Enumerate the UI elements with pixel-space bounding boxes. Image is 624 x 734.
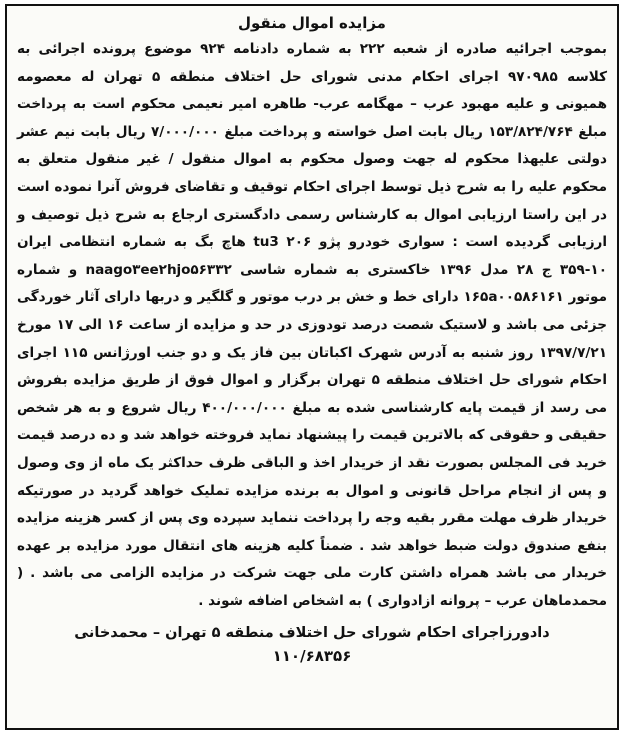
auction-notice: [5, 4, 619, 730]
notice-code: ۱۱۰/۶۸۳۵۶: [272, 647, 352, 666]
notice-body: بموجب اجرائیه صادره از شعبه ۲۲۲ به شماره دادنامه ۹۲۴ موضوع پرونده اجرائی به کلاسه ۹۷۰۹۸۵ اجرای احکام مدنی شورای حل اختلاف منطقه ۵ تهران له معصومه همیونی و علیه مهبود عرب – مهگامه عرب- طاهره امیر نعیمی محکوم است به پرداخت مبلغ ۱۵۳/۸۲۴/۷۶۴ ریال بابت اصل خواسته و پرداخت مبلغ ۷/۰۰۰/۰۰۰ ریال بابت نیم عشر دولتی علیهذا محکوم له جهت وصول محکوم به اموال منقول / غیر منقول متعلق به محکوم علیه را به شرح ذیل توسط اجرای احکام توقیف و تقاضای فروش آنرا نموده است در این راستا ارزیابی اموال به کارشناس رسمی دادگستری ارجاع به شرح ذیل توصیف و ارزیابی گردیده است : سواری خودرو پژو ۲۰۶ tu3 هاچ بگ به شماره انتظامی ایران ۱۰-۳۵۹ ج ۲۸ مدل ۱۳۹۶ خاکستری به شماره شاسی naago۳ee۲hjo۵۶۳۳۲ و شماره موتور ۱۶۵a۰۰۵۸۶۱۶۱ دارای خط و خش بر درب موتور و گلگیر و دربها دارای آثار خوردگی جزئی می باشد و لاستیک شصت درصد تودوزی در حد و مزایده از ساعت ۱۶ الی ۱۷ مورخ ۱۳۹۷/۷/۲۱ روز شنبه به آدرس شهرک اکباتان بین فاز یک و دو جنب اورژانس ۱۱۵ اجرای احکام شورای حل اختلاف منطقه ۵ تهران برگزار و اموال فوق از طریق مزایده بفروش می رسد از قیمت پایه کارشناسی شده به مبلغ ۴۰۰/۰۰۰/۰۰۰ ریال شروع و به هر شخص حقیقی و حقوقی که بالاترین قیمت را پیشنهاد نماید فروخته خواهد شد و ده درصد قیمت خرید فی المجلس بصورت نقد از خریدار اخذ و الباقی ظرف حداکثر یک ماه از وی وصول و پس از انجام مراحل قانونی و اموال به برنده مزایده تملیک خواهد گردید در صورتیکه خریدار ظرف مهلت مقرر بقیه وجه را پرداخت ننماید سپرده وی پس از کسر هزینه مزایده بنفع صندوق دولت ضبط خواهد شد . ضمناً کلیه هزینه های انتقال مورد مزایده بر عهده خریدار می باشد همراه داشتن کارت ملی جهت شرکت در مزایده الزامی می باشد . ( محمدماهان عرب – پروانه ازادواری ) به اشخاص اضافه شوند .: [17, 41, 608, 609]
notice-issuer: دادورزاجرای احکام شورای حل اختلاف منطقه ۵ تهران – محمدخانی: [74, 625, 550, 642]
notice-title: مزایده اموال منقول: [238, 14, 386, 32]
